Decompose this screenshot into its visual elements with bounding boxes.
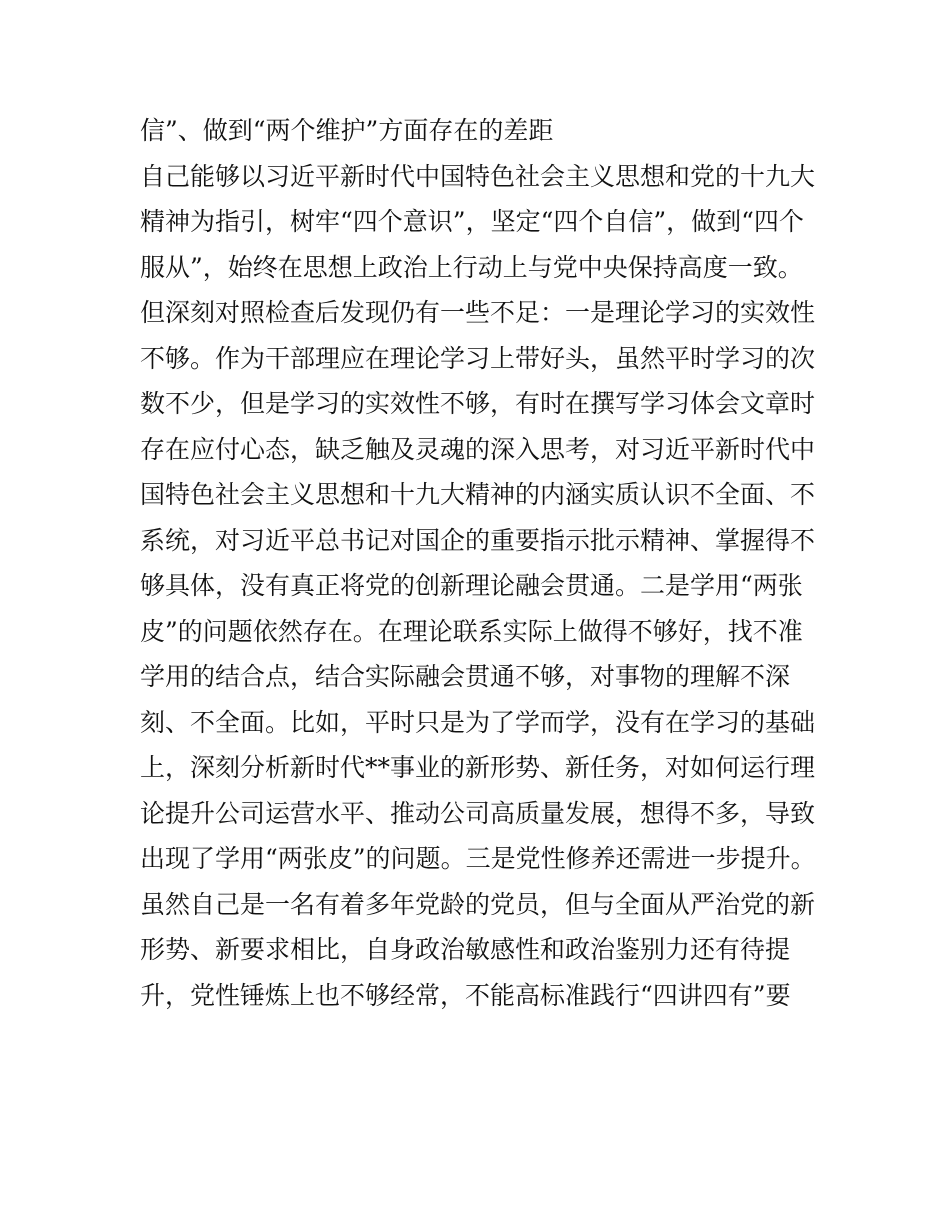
text-line: 够具体，没有真正将党的创新理论融会贯通。二是学用“两张 — [140, 571, 803, 600]
text-line: 不够。作为干部理应在理论学习上带好头，虽然平时学习的次 — [140, 343, 816, 373]
text-line: 精神为指引，树牢“四个意识”，坚定“四个自信”，做到“四个 — [140, 207, 804, 236]
text-line: 系统，对习近平总书记对国企的重要指示批示精神、掌握得不 — [140, 525, 816, 555]
body-text — [140, 108, 820, 1018]
text-line: 自己能够以习近平新时代中国特色社会主义思想和党的十九大 — [140, 161, 816, 191]
text-line: 论提升公司运营水平、推动公司高质量发展，想得不多，导致 — [140, 798, 816, 828]
text-line: 服从”，始终在思想上政治上行动上与党中央保持高度一致。 — [140, 252, 803, 282]
text-line: 数不少，但是学习的实效性不够，有时在撰写学习体会文章时 — [140, 389, 816, 418]
text-line: 但深刻对照检查后发现仍有一些不足：一是理论学习的实效性 — [140, 298, 816, 327]
text-line: 学用的结合点，结合实际融会贯通不够，对事物的理解不深 — [140, 662, 791, 691]
text-line: 存在应付心态，缺乏触及灵魂的深入思考，对习近平新时代中 — [140, 434, 816, 464]
text-line: 信”、做到“两个维护”方面存在的差距 — [140, 116, 554, 145]
text-line: 升，党性锤炼上也不够经常，不能高标准践行“四讲四有”要 — [140, 980, 791, 1010]
text-line: 皮”的问题依然存在。在理论联系实际上做得不够好，找不准 — [140, 616, 803, 646]
text-line: 国特色社会主义思想和十九大精神的内涵实质认识不全面、不 — [140, 480, 816, 509]
text-line: 形势、新要求相比，自身政治敏感性和政治鉴别力还有待提 — [140, 935, 791, 964]
text-line: 刻、不全面。比如，平时只是为了学而学，没有在学习的基础 — [140, 707, 816, 737]
text-line: 上，深刻分析新时代**事业的新形势、新任务，对如何运行理 — [140, 753, 816, 782]
text-line: 出现了学用“两张皮”的问题。三是党性修养还需进一步提升。 — [140, 844, 816, 873]
text-line: 虽然自己是一名有着多年党龄的党员，但与全面从严治党的新 — [140, 889, 816, 919]
